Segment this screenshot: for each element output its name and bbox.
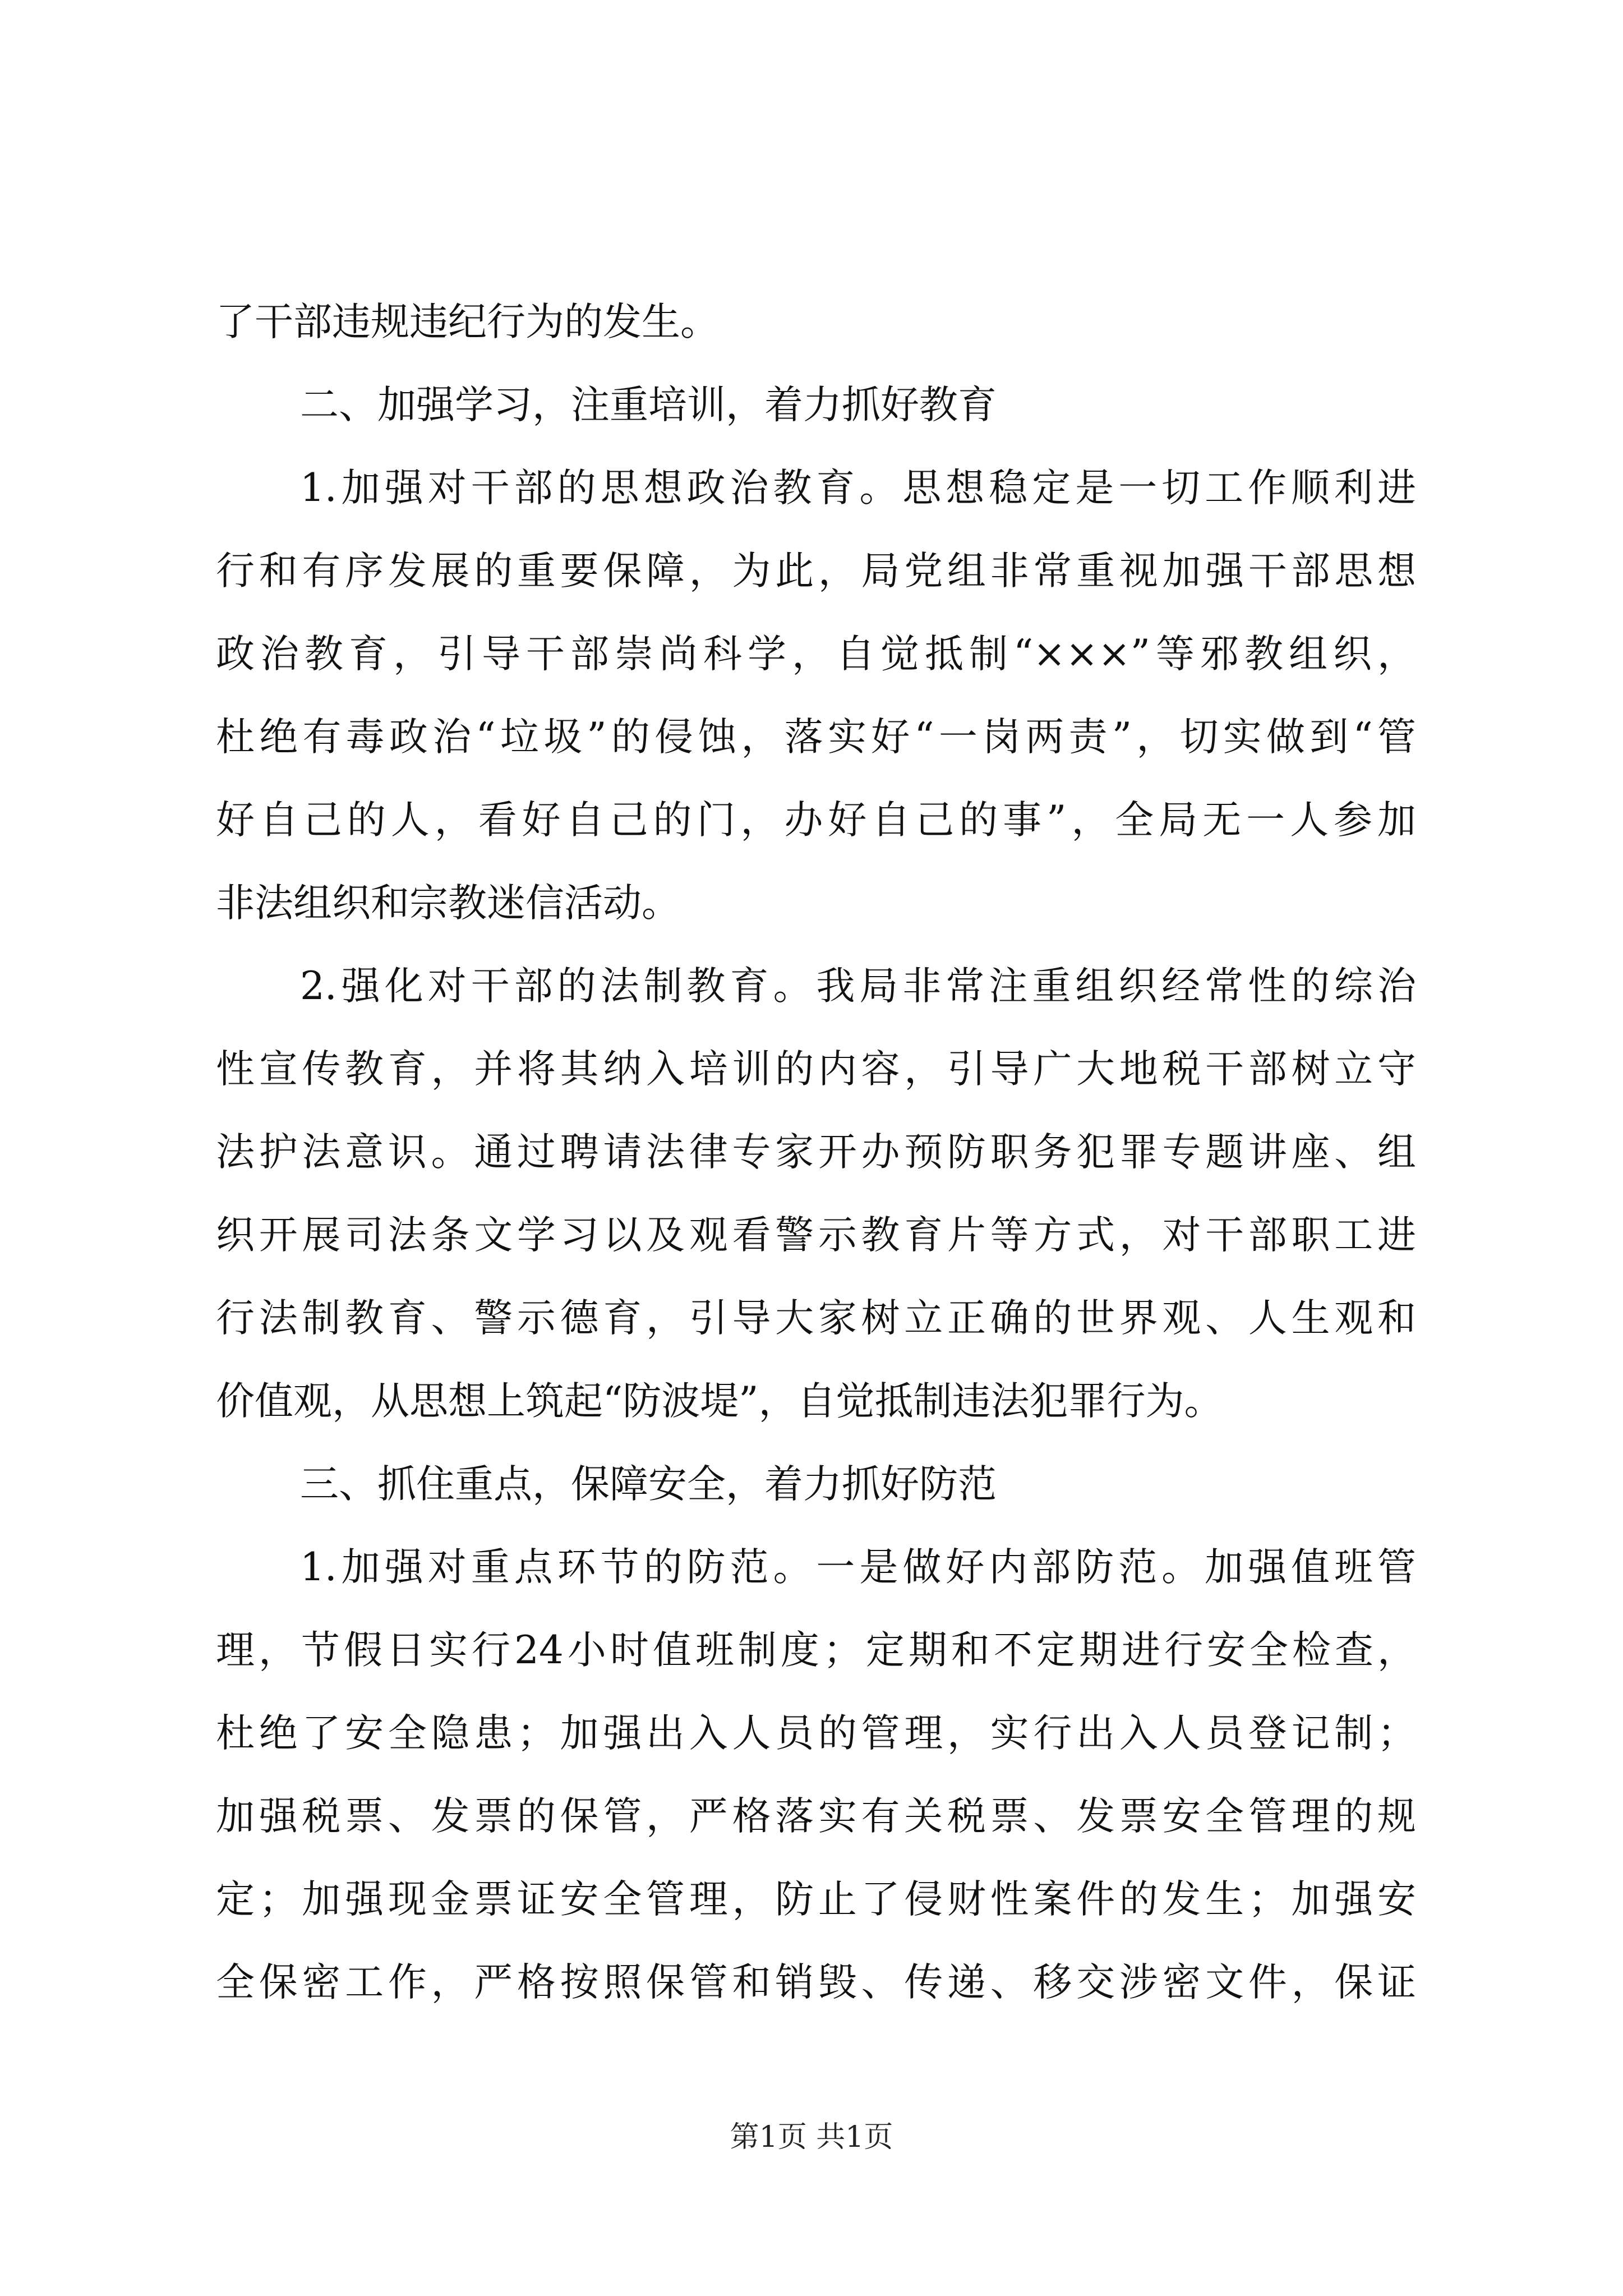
paragraph-line: 定；加强现金票证安全管理，防止了侵财性案件的发生；加强安	[216, 1877, 1416, 1922]
section-heading: 三、抓住重点，保障安全，着力抓好防范	[300, 1462, 997, 1507]
paragraph-line: 法护法意识。通过聘请法律专家开办预防职务犯罪专题讲座、组	[216, 1130, 1416, 1175]
paragraph-line: 行和有序发展的重要保障，为此，局党组非常重视加强干部思想	[216, 549, 1416, 593]
document-body	[216, 280, 1416, 2024]
paragraph-line: 非法组织和宗教迷信活动。	[216, 881, 680, 926]
page-footer	[0, 2118, 1623, 2157]
paragraph-line: 杜绝了安全隐患；加强出入人员的管理，实行出入人员登记制；	[216, 1711, 1416, 1756]
paragraph-line: 加强税票、发票的保管，严格落实有关税票、发票安全管理的规	[216, 1794, 1416, 1839]
paragraph-line: 杜绝有毒政治“垃圾”的侵蚀，落实好“一岗两责”，切实做到“管	[216, 715, 1416, 760]
paragraph-line: 性宣传教育，并将其纳入培训的内容，引导广大地税干部树立守	[216, 1047, 1416, 1092]
paragraph-line: 价值观，从思想上筑起“防波堤”，自觉抵制违法犯罪行为。	[216, 1379, 1223, 1424]
page-number-label: 第1页 共1页	[730, 2120, 893, 2154]
paragraph-line: 2.强化对干部的法制教育。我局非常注重组织经常性的综治	[300, 964, 1416, 1009]
paragraph-line: 理，节假日实行24小时值班制度；定期和不定期进行安全检查，	[216, 1628, 1416, 1673]
paragraph-line: 全保密工作，严格按照保管和销毁、传递、移交涉密文件，保证	[216, 1960, 1416, 2005]
paragraph-line: 1.加强对干部的思想政治教育。思想稳定是一切工作顺利进	[300, 466, 1416, 510]
paragraph-line: 好自己的人，看好自己的门，办好自己的事”，全局无一人参加	[216, 798, 1416, 843]
paragraph-line: 行法制教育、警示德育，引导大家树立正确的世界观、人生观和	[216, 1296, 1416, 1341]
paragraph-line: 了干部违规违纪行为的发生。	[216, 300, 719, 344]
paragraph-line: 织开展司法条文学习以及观看警示教育片等方式，对干部职工进	[216, 1213, 1416, 1258]
paragraph-line: 1.加强对重点环节的防范。一是做好内部防范。加强值班管	[300, 1545, 1416, 1590]
paragraph-line: 政治教育，引导干部崇尚科学，自觉抵制“×××”等邪教组织，	[216, 632, 1416, 677]
section-heading: 二、加强学习，注重培训，着力抓好教育	[300, 383, 997, 427]
